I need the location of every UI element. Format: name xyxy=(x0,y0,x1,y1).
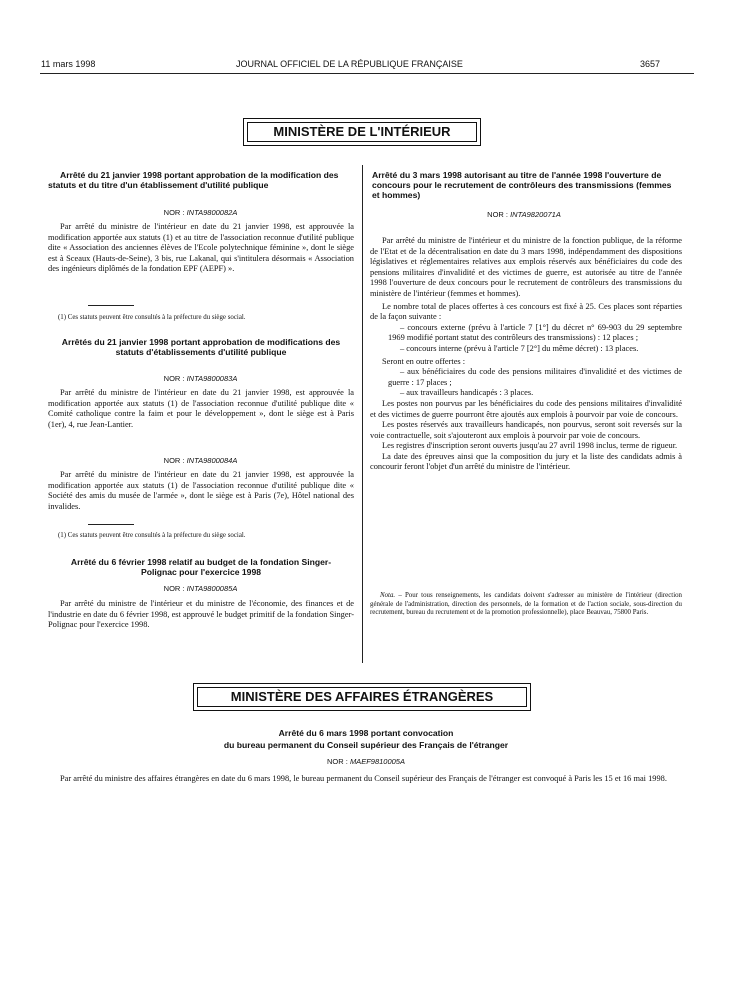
header-page-number: 3657 xyxy=(640,59,661,69)
right-title: Arrêté du 3 mars 1998 autorisant au titre de l'année 1998 l'ouverture de concours pour le recrutement de contrôleurs des transmissions (femmes et hommes) xyxy=(372,170,672,200)
header-date: 11 mars 1998 xyxy=(41,59,96,69)
right-paragraph-2: Le nombre total de places offertes à ces concours est fixé à 25. Ces places sont réparties de la façon suivante : xyxy=(370,301,682,322)
left-a1-nor: NOR : INTA9800082A xyxy=(163,208,238,217)
right-nota-text: – Pour tous renseignements, les candidats doivent s'adresser au ministère de l'intérieur (direction générale de l'administration, direction des personnels, de la formation et de l'action sociale, sous-direction du recrutement, bureau du recrutement et de la promotion professionnelle), place Beauvau, 75800 Paris. xyxy=(370,592,682,617)
right-nor: NOR : INTA9820071A xyxy=(487,210,561,219)
left-a2-text-1: Par arrêté du ministre de l'intérieur en date du 21 janvier 1998, est approuvée la modification apportée aux statuts (1) de l'association reconnue d'utilité publique dite « Comité catholique contre la faim et pour le développement », dont le siège est à Paris (1er), 4, rue Jean-Lantier. xyxy=(48,388,354,429)
ministry-interieur-box xyxy=(243,118,481,146)
bottom-nor: NOR : MAEF9810005A xyxy=(327,757,405,766)
right-text xyxy=(370,236,682,473)
left-a2-footnote: (1) Ces statuts peuvent être consultés à la préfecture du siège social. xyxy=(58,532,246,539)
right-nota-label: Nota. xyxy=(380,592,396,599)
header-journal-title: JOURNAL OFFICIEL DE LA RÉPUBLIQUE FRANÇAISE xyxy=(236,59,463,69)
ministry-affaires-etrangeres-box xyxy=(193,683,531,711)
bottom-title-line-1: Arrêté du 6 mars 1998 portant convocation xyxy=(278,728,454,738)
left-a1-footnote: (1) Ces statuts peuvent être consultés à la préfecture du siège social. xyxy=(58,314,246,321)
right-paragraph-5: Les postes réservés aux travailleurs handicapés, non pourvus, seront soit reversés sur la voie contractuelle, soit s'ajouteront aux emplois à pourvoir par voie de concours. xyxy=(370,420,682,440)
left-a2-nor-2: NOR : INTA9800084A xyxy=(163,456,238,465)
left-a2-text-2: Par arrêté du ministre de l'intérieur en date du 21 janvier 1998, est approuvée la modification apportée aux statuts (1) de l'association reconnue d'utilité publique dite « Société des amis du musée de l'armée », dont le siège est à Paris (7e), Hôtel national des invalides. xyxy=(48,470,354,511)
right-list2-item-1: – aux bénéficiaires du code des pensions militaires d'invalidité et des victimes de guerre : 17 places ; xyxy=(388,367,682,387)
left-a2-nor-1: NOR : INTA9800083A xyxy=(163,374,238,383)
header-rule xyxy=(40,73,694,74)
right-paragraph-6: Les registres d'inscription seront ouverts jusqu'au 27 avril 1998 inclus, terme de rigueur. xyxy=(382,441,678,451)
left-a3-nor: NOR : INTA9800085A xyxy=(163,584,238,593)
right-paragraph-7: La date des épreuves ainsi que la composition du jury et la liste des candidats admis à concourir feront l'objet d'un arrêté du ministre de l'intérieur. xyxy=(370,451,682,472)
footnote-separator xyxy=(88,305,134,306)
right-nota xyxy=(370,592,682,618)
footnote-separator-2 xyxy=(88,524,134,525)
left-a3-text: Par arrêté du ministre de l'intérieur et du ministre de l'économie, des finances et de l'industrie en date du 6 février 1998, est approuvé le budget primitif de la fondation Singer-Polignac pour l'exercice 1998. xyxy=(48,599,354,630)
left-a3-title: Arrêté du 6 février 1998 relatif au budget de la fondation Singer-Polignac pour l'exercice 1998 xyxy=(70,557,332,577)
right-paragraph-3: Seront en outre offertes : xyxy=(382,356,466,366)
left-a2-title: Arrêtés du 21 janvier 1998 portant approbation de modifications des statuts d'établissements d'utilité publique xyxy=(61,337,341,357)
left-a1-text: Par arrêté du ministre de l'intérieur en date du 21 janvier 1998, est approuvée la modification apportée aux statuts (1) et au titre de l'association reconnue d'utilité publique dite « Association des anciennes élèves de l'Ecole polytechnique féminine », dont le siège est à Sceaux (Hauts-de-Seine), 3 bis, rue Lakanal, qui s'intitulera désormais « Association des ingénieurs diplômés de la fondation EPF (AEPF) ». xyxy=(48,222,354,274)
left-a1-title: Arrêté du 21 janvier 1998 portant approbation de la modification des statuts et du titre d'un établissement d'utilité publique xyxy=(48,170,339,190)
right-paragraph-1: Par arrêté du ministre de l'intérieur et du ministre de la fonction publique, de la réforme de l'Etat et de la décentralisation en date du 3 mars 1998, indépendamment des dispositions législatives et réglementaires relatives aux emplois réservés aux bénéficiaires du code des pensions militaires d'invalidité et des victimes de guerre, est autorisée au titre de l'année 1998 l'ouverture de deux concours pour le recrutement de contrôleurs des transmissions du ministère de l'intérieur (femmes et hommes). xyxy=(370,236,682,298)
right-list2-item-2: – aux travailleurs handicapés : 3 places. xyxy=(400,388,534,398)
bottom-text: Par arrêté du ministre des affaires étrangères en date du 6 mars 1998, le bureau permanent du Conseil supérieur des Français de l'étranger est convoqué à Paris les 15 et 16 mai 1998. xyxy=(60,774,667,783)
right-list1-item-1: – concours externe (prévu à l'article 7 [1°] du décret n° 69-903 du 29 septembre 1969 modifié portant statut des contrôleurs des transmissions) : 12 places ; xyxy=(388,322,682,343)
bottom-title-line-2: du bureau permanent du Conseil supérieur des Français de l'étranger xyxy=(223,740,509,750)
ministry-affaires-etrangeres-name: MINISTÈRE DES AFFAIRES ÉTRANGÈRES xyxy=(230,689,494,704)
right-list1-item-2: – concours interne (prévu à l'article 7 [2°] du même décret) : 13 places. xyxy=(400,343,639,353)
right-paragraph-4: Les postes non pourvus par les bénéficiaires du code des pensions militaires d'invalidité et des victimes de guerre pourront être ajoutés aux emplois à pourvoir par voie de concours. xyxy=(370,398,682,419)
ministry-interieur-name: MINISTÈRE DE L'INTÉRIEUR xyxy=(273,124,451,139)
column-divider xyxy=(362,165,363,663)
